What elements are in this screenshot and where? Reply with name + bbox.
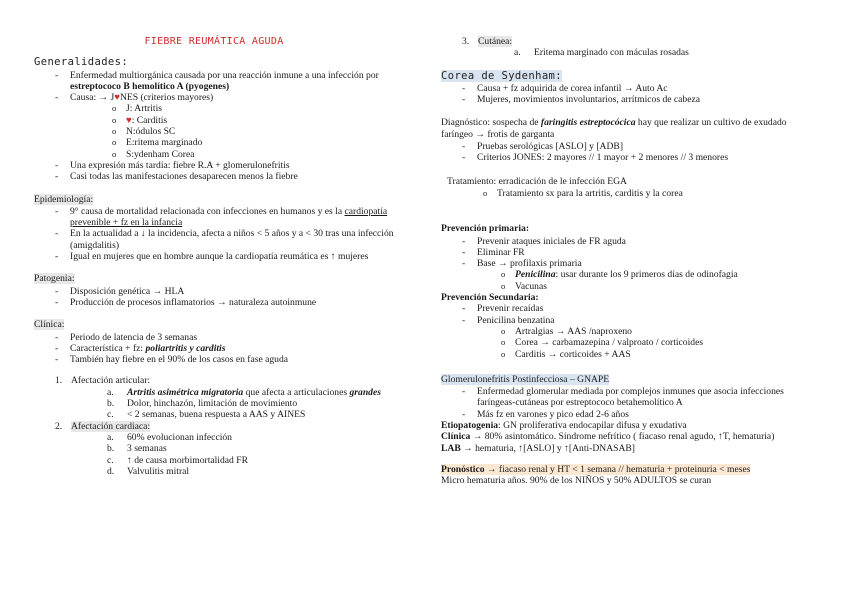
page-title: FIEBRE REUMÁTICA AGUDA: [144, 36, 284, 47]
list-item: a. 60% evolucionan infección: [107, 431, 232, 443]
corea-heading: Corea de Sydenham:: [441, 69, 562, 82]
list-item: 2. Afectación cardiaca: a. 60% evolucionan infección b. 3 semanas c. ↑ de causa morbimortalidad FR d. Valvulitis mitral: [55, 421, 414, 477]
tratamiento-paragraph: Tratamiento: erradicación de le infección EGA: [447, 175, 627, 187]
generalidades-list: [34, 70, 414, 183]
list-item: o N:ódulos SC: [112, 126, 414, 137]
list-item: - Mujeres, movimientos involuntarios, arrítmicos de cabeza: [462, 94, 811, 105]
clinica-heading: Clínica:: [34, 319, 65, 331]
list-item: - Pruebas serológicas [ASLO] y [ADB]: [462, 141, 811, 152]
corea-list: [441, 83, 811, 106]
list-item: - Periodo de latencia de 3 semanas: [55, 332, 414, 343]
gnape-heading: Glomerulonefritis Postinfecciosa – GNAPE: [441, 373, 610, 385]
epidemiologia-heading: Epidemiología:: [34, 193, 94, 205]
profilaxis-sublist: [477, 269, 811, 292]
list-item: - Enfermedad multiorgánica causada por una reacción inmune a una infección por estreptococo B hemolítico A (pyogenes): [55, 70, 414, 93]
list-item: b. Dolor, hinchazón, limitación de movimiento: [107, 398, 298, 410]
epidemiologia-list: [34, 206, 414, 262]
list-item: - Causa: → J♥NES (criterios mayores) o J: Artritis o ♥: Carditis o N:ódulos SC o E:ritema marginado o S:ydenham Corea: [55, 92, 414, 160]
list-item: o Artralgias → AAS /naproxeno: [501, 326, 811, 337]
list-item: o J: Artritis: [112, 103, 414, 114]
diagnostico-paragraph: Diagnóstico: sospecha de faringitis estreptocócica hay que realizar un cultivo de exudado faríngeo → frotis de garganta: [441, 117, 787, 140]
list-item: b. 3 semanas: [107, 443, 167, 455]
jones-criteria-list: [70, 103, 414, 159]
list-item: - Disposición genética → HLA: [55, 286, 414, 297]
list-item: - También hay fiebre en el 90% de los casos en fase aguda: [55, 354, 414, 365]
left-column: [34, 0, 414, 477]
prevencion-primaria-list: [441, 236, 811, 292]
articular-sublist: [71, 387, 414, 421]
gnape-list: [441, 386, 811, 420]
list-item: o S:ydenham Corea: [112, 149, 414, 160]
list-item: - Producción de procesos inflamatorios → naturaleza autoinmune: [55, 297, 414, 308]
micro-hematuria-line: Micro hematuria años. 90% de los NIÑOS y 50% ADULTOS se curan: [441, 475, 712, 487]
list-item: o ♥: Carditis: [112, 115, 414, 126]
list-item: o E:ritema marginado: [112, 137, 414, 148]
list-item: o Vacunas: [501, 281, 811, 292]
list-item: 1. Afectación articular: a. Artritis asimétrica migratoria que afecta a articulaciones grandes b. Dolor, hinchazón, limitación de movimiento c. < 2 semanas, buena respuesta a AAS y AINES: [55, 375, 414, 420]
list-item: - Causa + fz adquirida de corea infantil → Auto Ac: [462, 83, 811, 94]
clinica-line: Clínica → 80% asintomático. Síndrome nefrítico ( fiacaso renal agudo, ↑T, hematuria): [441, 431, 775, 443]
list-item: o Corea → carbamazepina / valproato / corticoides: [501, 337, 811, 348]
list-item: - En la actualidad a ↓ la incidencia, afecta a niños < 5 años y a < 30 tras una infección (amigdalitis): [55, 228, 414, 251]
list-item: - Igual en mujeres que en hombre aunque la cardiopatía reumática es ↑ mujeres: [55, 251, 414, 262]
list-item: - Penicilina benzatina o Artralgias → AAS /naproxeno o Corea → carbamazepina / valproato / corticoides o Carditis → corticoides + AAS: [462, 315, 811, 360]
patogenia-heading: Patogenia:: [34, 273, 75, 285]
prevencion-secundaria-heading: Prevención Secundaria:: [441, 292, 539, 304]
afectaciones-list: [34, 375, 414, 477]
list-item: - Eliminar FR: [462, 247, 811, 258]
cutanea-list: [441, 36, 811, 59]
list-item: c. < 2 semanas, buena respuesta a AAS y AINES: [107, 409, 306, 421]
prevencion-primaria-heading: Prevención primaria:: [441, 223, 530, 235]
list-item: o Penicilina: usar durante los 9 primeros días de odinofagia: [501, 269, 811, 280]
list-item: o Carditis → corticoides + AAS: [501, 349, 811, 360]
list-item: - Una expresión más tardía: fiebre R.A + glomerulonefritis: [55, 160, 414, 171]
list-item: d. Valvulitis mitral: [107, 465, 190, 477]
list-item: - Prevenir recaídas: [462, 303, 811, 314]
prevencion-secundaria-list: [441, 303, 811, 359]
cardiaca-sublist: [71, 432, 414, 477]
list-item: o Tratamiento sx para la artritis, carditis y la corea: [483, 188, 811, 199]
clinica-list: [34, 332, 414, 366]
right-column: [441, 36, 811, 487]
list-item: - Base → profilaxis primaria o Penicilina: usar durante los 9 primeros días de odinofagia o Vacunas: [462, 258, 811, 292]
list-item: - Prevenir ataques iniciales de FR aguda: [462, 236, 811, 247]
list-item: 3. Cutánea: a. Eritema marginado con máculas rosadas: [462, 36, 811, 59]
list-item: - Característica + fz: poliartritis y carditis: [55, 343, 414, 354]
list-item: a. Artritis asimétrica migratoria que afecta a articulaciones grandes: [107, 386, 381, 398]
list-item: - Enfermedad glomerular mediada por complejos inmunes que asocia infecciones faríngeas-cutáneas por estreptococo betahemolítico A: [462, 386, 811, 409]
tratamiento-list: [441, 188, 811, 199]
heart-icon: ♥: [126, 114, 132, 126]
list-item: - 9° causa de mortalidad relacionada con infecciones en humanos y es la cardiopatía prevenible + fz en la infancia: [55, 206, 414, 229]
lab-line: LAB → hematuria, ↑[ASLO] y ↑[Anti-DNASAB]: [441, 442, 635, 454]
list-item: c. ↑ de causa morbimortalidad FR: [107, 454, 248, 466]
tratamiento-sublist: [477, 326, 811, 360]
diagnostico-list: [441, 141, 811, 164]
cutanea-sublist: [478, 47, 811, 58]
heart-icon: ♥: [114, 92, 120, 104]
pronostico-line: Pronóstico → fiacaso renal y HT < 1 semana // hematuria + proteinuria < meses: [441, 463, 751, 475]
etiopatogenia-line: Etiopatogenia: GN proliferativa endocapilar difusa y exudativa: [441, 420, 687, 432]
list-item: - Más fz en varones y pico edad 2-6 años: [462, 409, 811, 420]
generalidades-heading: Generalidades:: [34, 56, 129, 69]
list-item: - Criterios JONES: 2 mayores // 1 mayor + 2 menores // 3 menores: [462, 152, 811, 163]
patogenia-list: [34, 286, 414, 309]
list-item: - Casi todas las manifestaciones desaparecen menos la fiebre: [55, 171, 414, 182]
list-item: a. Eritema marginado con máculas rosadas: [514, 47, 689, 59]
